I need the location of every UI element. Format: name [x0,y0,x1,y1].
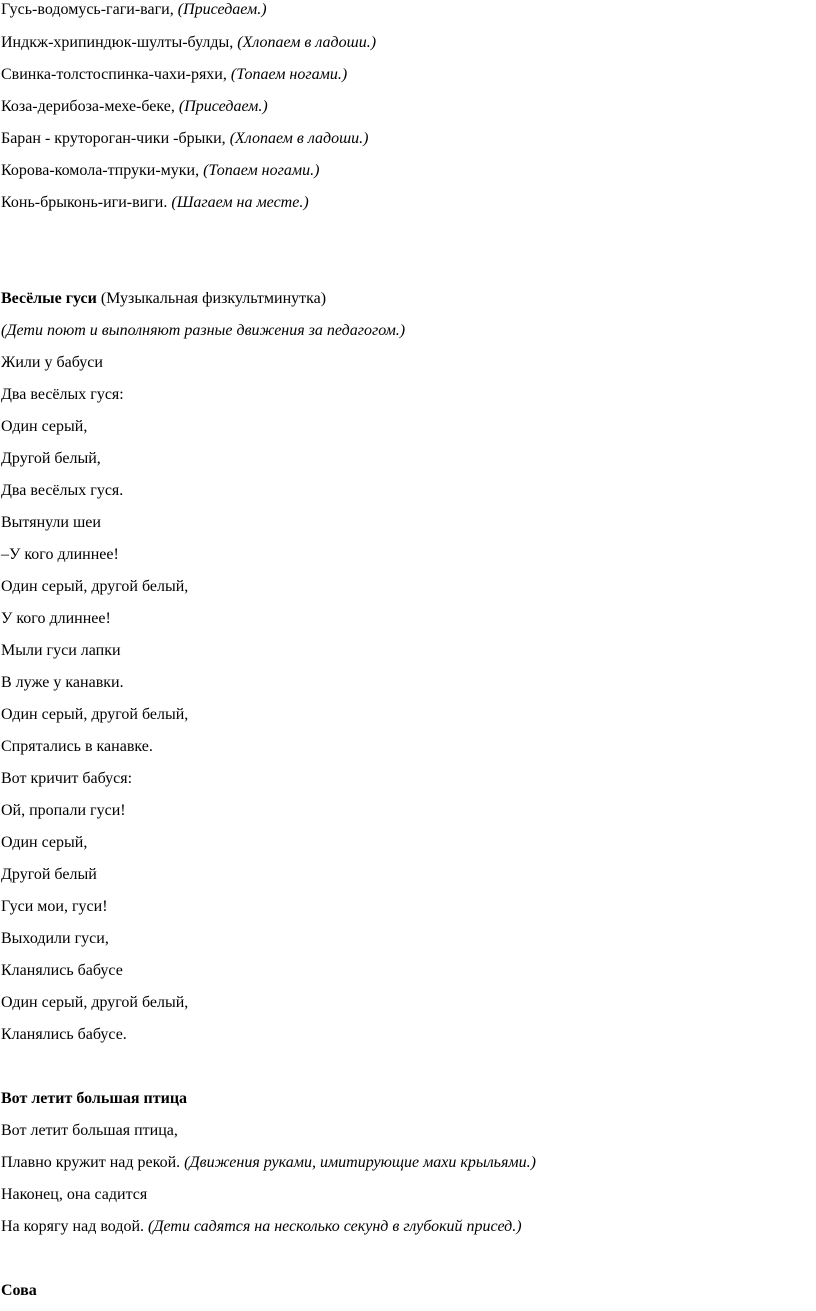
song-line: Два весёлых гуся. [1,482,124,499]
song-line: Один серый, [1,834,88,851]
rhyme-line: Наконец, она садится [1,1186,148,1203]
movement-note: (Хлопаем в ладоши.) [229,130,369,147]
movement-note: (Хлопаем в ладоши.) [237,34,377,51]
rhyme-line: Вот летит большая птица, [1,1122,178,1139]
song-line: Спрятались в канавке. [1,738,153,755]
rhyme-line: Корова-комола-тпруки-муки, (Топаем ногами.) [1,162,320,179]
song-line: Мыли гуси лапки [1,642,121,659]
song-line: Один серый, другой белый, [1,994,189,1011]
song-line: Один серый, [1,418,88,435]
song-line: Другой белый [1,866,97,883]
song-line: Кланялись бабусе. [1,1026,127,1043]
section-instruction: (Дети поют и выполняют разные движения за педагогом.) [1,322,406,339]
section-title: Сова [1,1282,37,1299]
song-line: В луже у канавки. [1,674,124,691]
movement-note: (Приседаем.) [178,98,268,115]
section-title: Весёлые гуси [1,290,97,307]
rhyme-line: На корягу над водой. (Дети садятся на несколько секунд в глубокий присед.) [1,1218,522,1235]
movement-note: (Дети садятся на несколько секунд в глубокий присед.) [148,1218,522,1235]
song-line: У кого длиннее! [1,610,111,627]
movement-note: (Приседаем.) [177,1,267,18]
song-line: Два весёлых гуся: [1,386,124,403]
song-line: Другой белый, [1,450,101,467]
rhyme-line: Плавно кружит над рекой. (Движения руками, имитирующие махи крыльями.) [1,1154,536,1171]
song-line: Кланялись бабусе [1,962,123,979]
movement-note: (Топаем ногами.) [230,66,348,83]
song-line: Вытянули шеи [1,514,101,531]
movement-note: (Топаем ногами.) [203,162,320,179]
section-title: Вот летит большая птица [1,1090,188,1107]
rhyme-line: Баран - крутороган-чики -брыки, (Хлопаем в ладоши.) [1,130,369,147]
song-line: Один серый, другой белый, [1,706,189,723]
song-line: Один серый, другой белый, [1,578,189,595]
rhyme-line: Конь-брыконь-иги-виги. (Шагаем на месте.) [1,194,309,211]
movement-note: (Движения руками, имитирующие махи крыльями.) [184,1154,536,1171]
song-line: Ой, пропали гуси! [1,802,126,819]
song-line: Жили у бабуси [1,354,103,371]
song-line: –У кого длиннее! [1,546,119,563]
rhyme-line: Гусь-водомусь-гаги-ваги, (Приседаем.) [1,1,267,18]
section-heading [1,289,326,309]
song-line: Вот кричит бабуся: [1,770,133,787]
rhyme-line: Свинка-толстоспинка-чахи-ряхи, (Топаем ногами.) [1,66,348,83]
section-subtitle: (Музыкальная физкультминутка) [96,290,327,307]
rhyme-line: Коза-дерибоза-мехе-беке, (Приседаем.) [1,98,268,115]
movement-note: (Шагаем на месте.) [171,194,309,211]
song-line: Выходили гуси, [1,930,109,947]
rhyme-line: Индкж-хрипиндюк-шулты-булды, (Хлопаем в ладоши.) [1,34,377,51]
song-line: Гуси мои, гуси! [1,898,108,915]
